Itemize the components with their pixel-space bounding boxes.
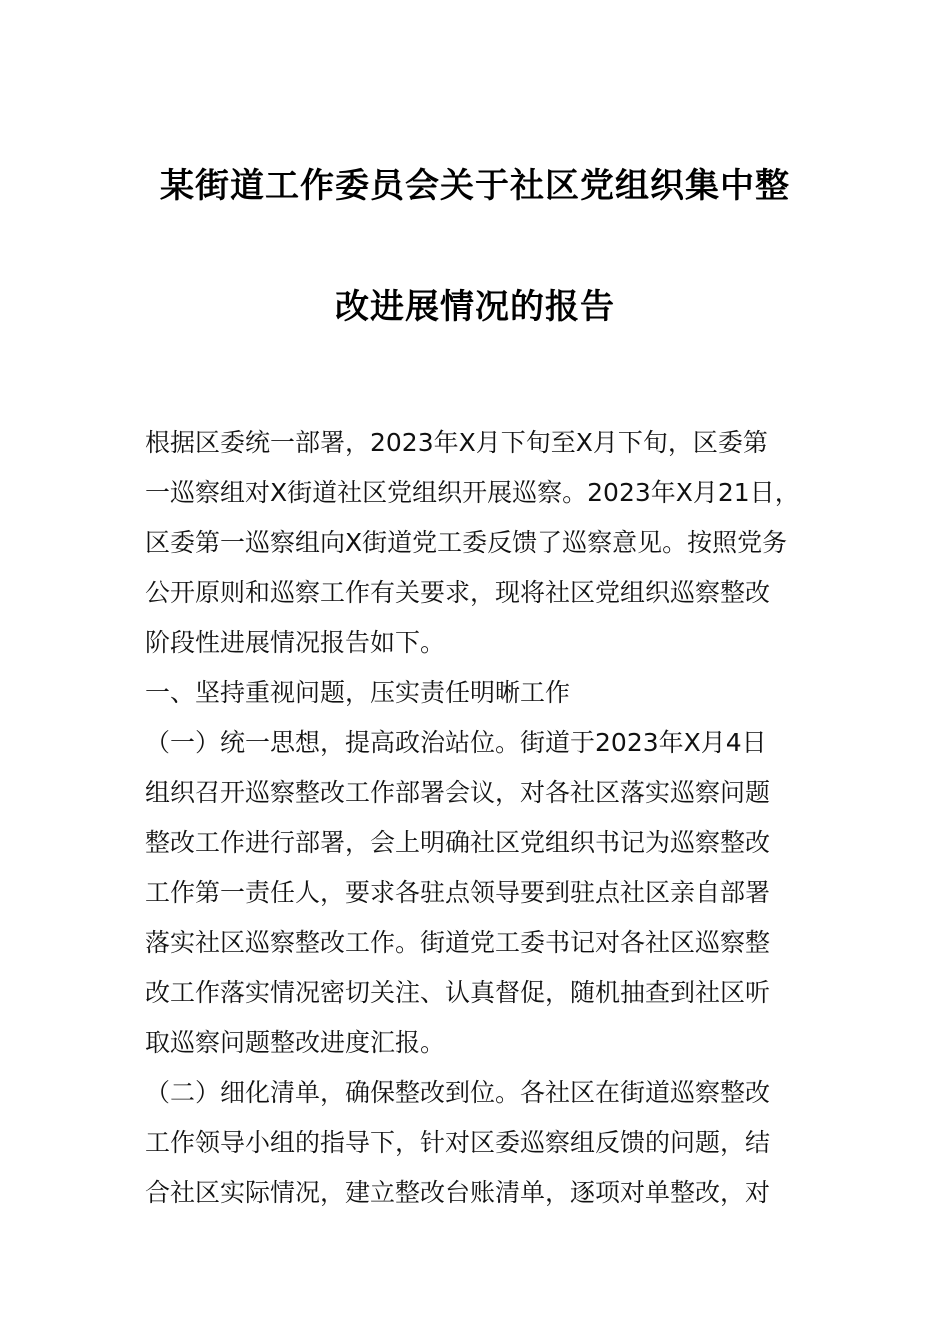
body-line-4: 公开原则和巡察工作有关要求，现将社区党组织巡察整改 bbox=[145, 578, 771, 607]
body-line-9: 整改工作进行部署，会上明确社区党组织书记为巡察整改 bbox=[145, 828, 771, 857]
body-line-13: 取巡察问题整改进度汇报。 bbox=[145, 1028, 446, 1057]
document-title-line-1: 某街道工作委员会关于社区党组织集中整 bbox=[160, 166, 790, 206]
body-line-7: （一）统一思想，提高政治站位。街道于2023年X月4日 bbox=[145, 728, 767, 757]
body-line-11: 落实社区巡察整改工作。街道党工委书记对各社区巡察整 bbox=[145, 928, 771, 957]
section-heading-1: 一、坚持重视问题，压实责任明晰工作 bbox=[145, 678, 571, 707]
body-line-5: 阶段性进展情况报告如下。 bbox=[145, 628, 446, 657]
body-line-1: 根据区委统一部署，2023年X月下旬至X月下旬，区委第 bbox=[145, 428, 768, 457]
document-title-line-2: 改进展情况的报告 bbox=[335, 287, 615, 327]
body-line-8: 组织召开巡察整改工作部署会议，对各社区落实巡察问题 bbox=[145, 778, 771, 807]
body-line-12: 改工作落实情况密切关注、认真督促，随机抽查到社区听 bbox=[145, 978, 771, 1007]
body-line-10: 工作第一责任人，要求各驻点领导要到驻点社区亲自部署 bbox=[145, 878, 771, 907]
body-line-3: 区委第一巡察组向X街道党工委反馈了巡察意见。按照党务 bbox=[145, 528, 788, 557]
document-body bbox=[145, 418, 845, 1218]
body-line-14: （二）细化清单，确保整改到位。各社区在街道巡察整改 bbox=[145, 1078, 771, 1107]
body-line-16: 合社区实际情况，建立整改台账清单，逐项对单整改，对 bbox=[145, 1178, 771, 1207]
body-line-15: 工作领导小组的指导下，针对区委巡察组反馈的问题，结 bbox=[145, 1128, 771, 1157]
body-line-2: 一巡察组对X街道社区党组织开展巡察。2023年X月21日， bbox=[145, 478, 800, 507]
